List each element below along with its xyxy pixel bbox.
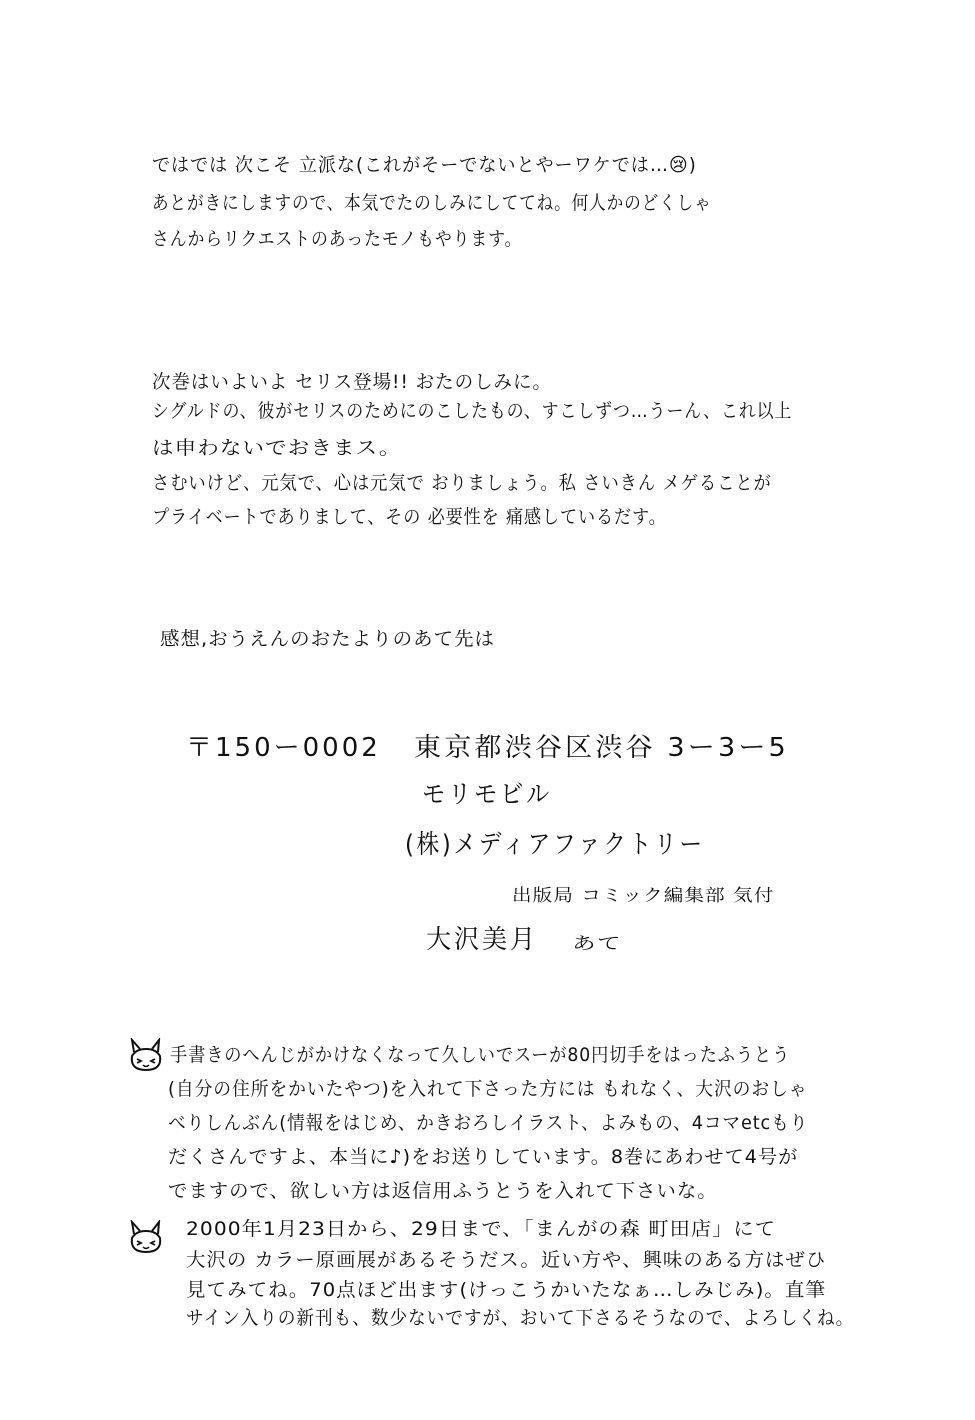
address-building: モリモビル: [422, 780, 553, 810]
rabbit-face-icon: [126, 1220, 166, 1254]
address-intro: 感想,おうえんのおたよりのあて先は: [160, 628, 496, 650]
section2-line: 次巻はいよいよ セリス登場!! おたのしみに。: [152, 371, 552, 393]
section2-line: プライベートでありまして、その 必要性を 痛感しているだす。: [152, 506, 667, 528]
address-department: 出版局 コミック編集部 気付: [512, 886, 775, 906]
section1-line: さんからリクエストのあったモノもやります。: [152, 228, 523, 250]
note2-line: サイン入りの新刊も、数少ないですが、おいて下さるそうなので、よろしくね。: [186, 1307, 855, 1329]
note1-line: (自分の住所をかいたやつ)を入れて下さった方には もれなく、大沢のおしゃ: [168, 1078, 808, 1100]
note1-line: べりしんぶん(情報をはじめ、かきおろしイラスト、よみもの、4コマetcもり: [168, 1112, 809, 1134]
section2-line: シグルドの、彼がセリスのためにのこしたもの、すこしずつ…うーん、これ以上: [152, 400, 793, 422]
note1-line: だくさんですよ、本当に♪)をお送りしています。8巻にあわせて4号が: [168, 1146, 799, 1168]
note2-line: 2000年1月23日から、29日まで、「まんがの森 町田店」にて: [186, 1218, 776, 1240]
section2-line: さむいけど、元気で、心は元気で おりましょう。私 さいきん メゲることが: [152, 472, 772, 494]
section1-line: ではでは 次こそ 立派な(これがそーでないとやーワケでは…😢): [152, 154, 697, 176]
note1-line: でますので、欲しい方は返信用ふうとうを入れて下さいな。: [168, 1180, 718, 1202]
postal-code: 〒150ー0002: [186, 733, 381, 763]
section2-line: は申わないでおきまス。: [152, 437, 402, 459]
address-recipient: 大沢美月: [426, 925, 539, 955]
note2-line: 大沢の カラー原画展があるそうだス。近い方や、興味のある方はぜひ: [186, 1249, 827, 1271]
rabbit-face-icon: [126, 1038, 166, 1072]
section1-line: あとがきにしますので、本気でたのしみにしててね。何人かのどくしゃ: [152, 192, 712, 214]
note1-line: 手書きのへんじがかけなくなって久しいでスーが80円切手をはったふうとう: [170, 1044, 791, 1066]
note2-line: 見てみてね。70点ほど出ます(けっこうかいたなぁ…しみじみ)。直筆: [186, 1279, 827, 1301]
address-city: 東京都渋谷区渋谷 3ー3ー5: [414, 733, 789, 763]
address-company: (株)メディアファクトリー: [405, 830, 705, 860]
address-recipient-suffix: あて: [572, 934, 622, 954]
